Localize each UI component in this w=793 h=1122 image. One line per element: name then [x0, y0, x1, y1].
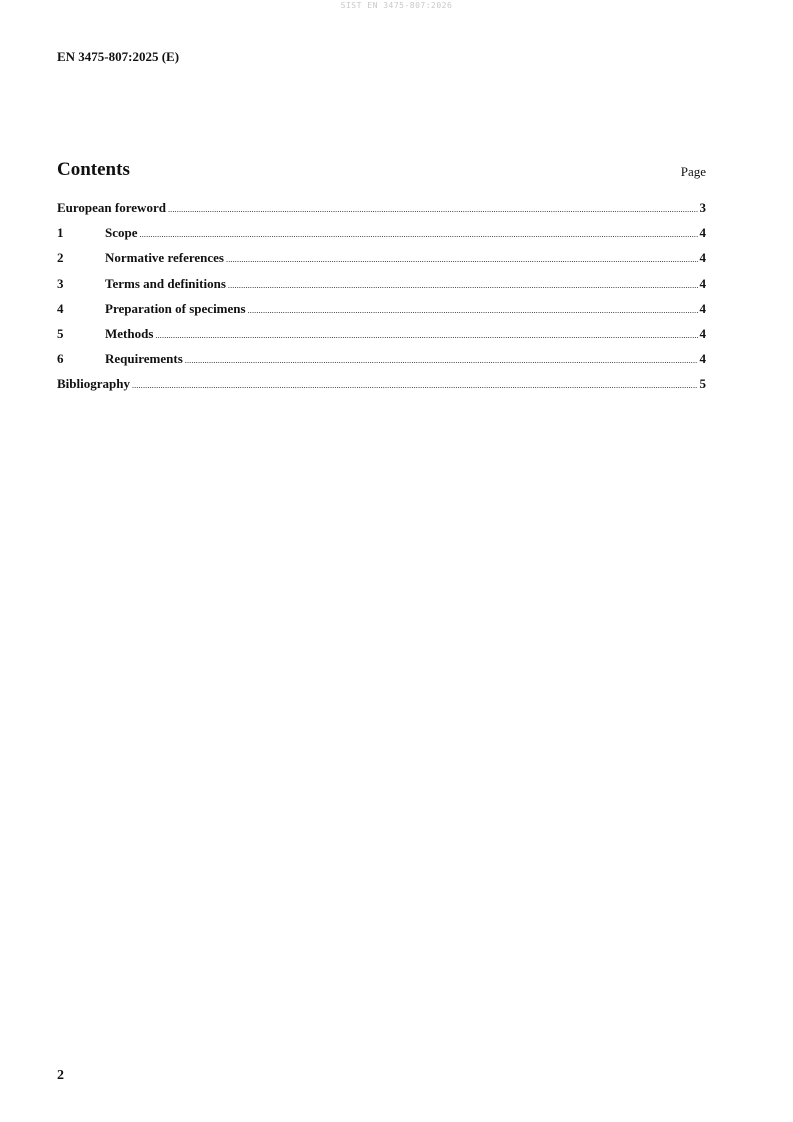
- table-of-contents: [57, 200, 706, 402]
- toc-entry-page: 4: [699, 225, 706, 241]
- toc-entry-page: 4: [699, 300, 706, 316]
- toc-entry-number: 2: [57, 250, 64, 266]
- dot-leader: [248, 306, 698, 315]
- dot-leader: [185, 356, 698, 365]
- toc-entry-title: Terms and definitions: [105, 275, 226, 291]
- toc-entry-title: European foreword: [57, 200, 166, 215]
- dot-leader: [168, 205, 698, 214]
- toc-entry-number: 5: [57, 325, 64, 341]
- toc-entry-number: 4: [57, 300, 64, 316]
- dot-leader: [140, 230, 698, 239]
- toc-entry-methods[interactable]: [57, 326, 706, 351]
- document-id: EN 3475-807:2025 (E): [57, 49, 180, 64]
- page-column-label: Page: [680, 164, 706, 179]
- contents-title: Contents: [57, 159, 130, 180]
- toc-entry-normative-references[interactable]: [57, 250, 706, 275]
- dot-leader: [155, 331, 697, 340]
- watermark: SIST EN 3475-807:2026: [340, 1, 453, 10]
- toc-entry-number: 6: [57, 351, 64, 367]
- toc-entry-title: Preparation of specimens: [105, 300, 246, 316]
- toc-entry-title: Bibliography: [57, 376, 130, 392]
- toc-entry-title: Scope: [105, 225, 138, 241]
- toc-entry-title: Requirements: [105, 351, 183, 367]
- toc-entry-terms-and-definitions[interactable]: [57, 276, 706, 301]
- page-number: 2: [57, 1068, 64, 1083]
- toc-entry-preparation-of-specimens[interactable]: [57, 301, 706, 326]
- toc-entry-title: Methods: [105, 325, 154, 341]
- toc-entry-page: 4: [699, 250, 706, 266]
- dot-leader: [228, 281, 698, 290]
- toc-entry-european-foreword[interactable]: [57, 200, 706, 225]
- toc-entry-bibliography[interactable]: [57, 376, 706, 401]
- toc-entry-page: 4: [699, 275, 706, 291]
- toc-entry-number: 3: [57, 275, 64, 291]
- toc-entry-requirements[interactable]: [57, 351, 706, 376]
- toc-entry-title: Normative references: [105, 250, 224, 266]
- toc-entry-number: 1: [57, 225, 64, 241]
- toc-entry-page: 3: [699, 200, 706, 215]
- toc-entry-page: 4: [699, 351, 706, 367]
- dot-leader: [226, 255, 698, 264]
- toc-entry-page: 4: [699, 325, 706, 341]
- dot-leader: [132, 381, 698, 390]
- toc-entry-page: 5: [699, 376, 706, 392]
- toc-entry-scope[interactable]: [57, 225, 706, 250]
